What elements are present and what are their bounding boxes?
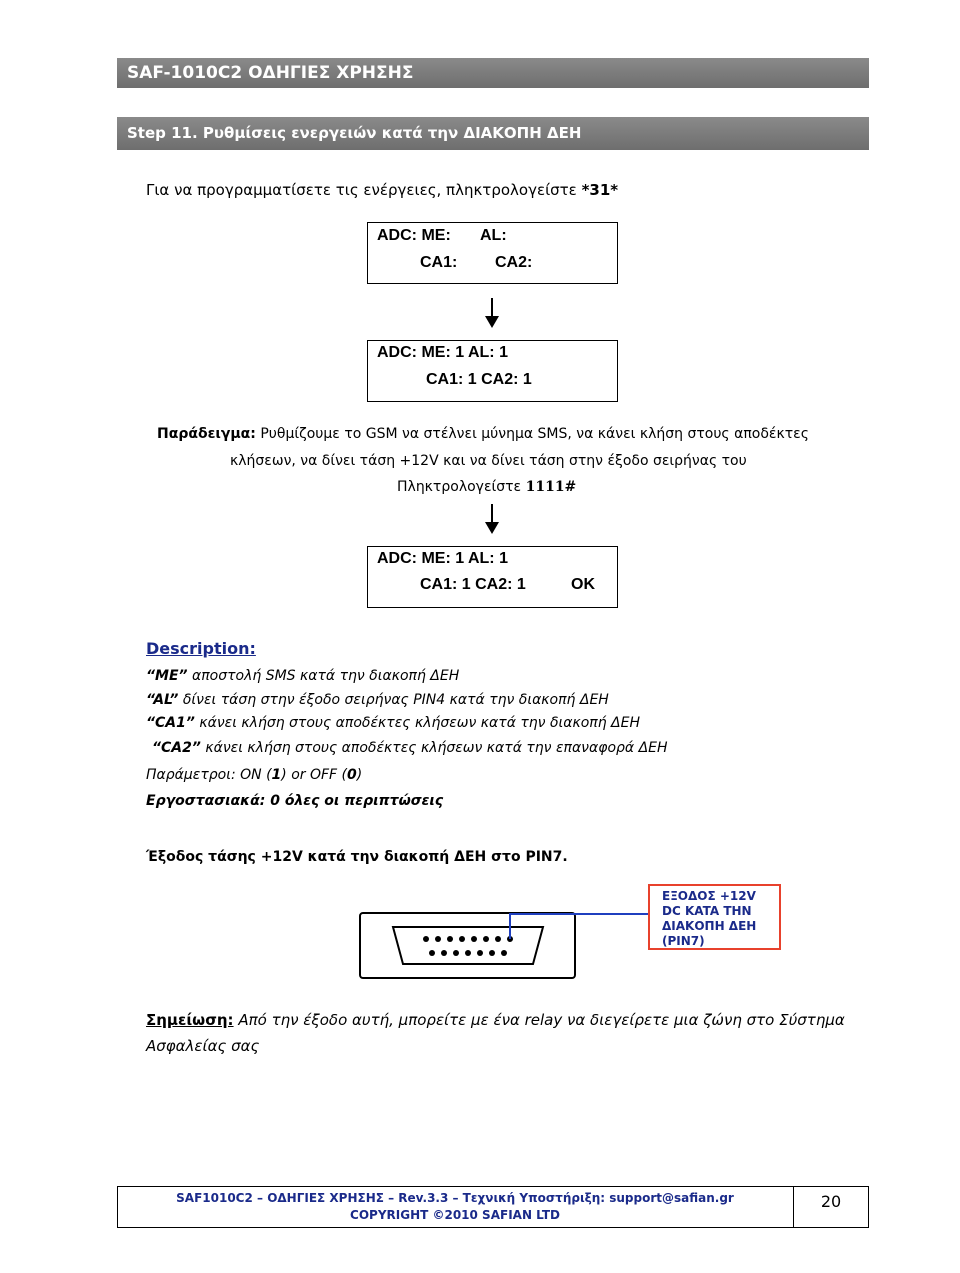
callout-line: ΔΙΑΚΟΠΗ ΔΕΗ [662,919,757,933]
lcd3-line1: ADC: ME: 1 AL: 1 [377,550,508,567]
step-title: Step 11. Ρυθμίσεις ενεργειών κατά την ΔΙΑΚΟΠΗ ΔΕΗ [127,124,582,142]
description-item-al [146,692,609,708]
lcd1-ca2-label: CA2: [495,254,533,271]
footer-line-1: SAF1010C2 – ΟΔΗΓΙΕΣ ΧΡΗΣΗΣ – Rev.3.3 – Τεχνική Υποστήριξη: support@safian.gr [176,1191,734,1205]
arrow-down-icon [485,316,499,328]
step-title-bar [117,117,869,150]
output-heading: Έξοδος τάσης +12V κατά την διακοπή ΔΕΗ στο PIN7. [146,849,568,865]
lcd1-al-label: AL: [480,227,507,244]
connector-face [393,927,543,964]
intro-code: *31* [581,181,619,199]
description-text: κάνει κλήση στους αποδέκτες κλήσεων κατά την διακοπή ΔΕΗ [199,715,640,731]
description-item-ca2 [152,740,668,756]
example-line-3 [397,479,576,495]
note-line-1 [146,1011,845,1029]
lcd-display-confirmed [367,546,618,608]
lcd3-line2: CA1: 1 CA2: 1 [420,576,526,593]
callout-line: (PIN7) [662,934,705,948]
arrow-down-icon [485,522,499,534]
description-code: “CA2” [152,740,201,756]
description-item-ca1 [146,715,640,731]
lcd1-ca1-label: CA1: [420,254,458,271]
intro-line [146,181,618,199]
footer-line-2: COPYRIGHT ©2010 SAFIAN LTD [350,1208,560,1222]
description-heading: Description: [146,639,256,658]
description-item-me [146,668,459,684]
document-title: SAF-1010C2 ΟΔΗΓΙΕΣ ΧΡΗΣΗΣ [127,63,414,83]
page-number: 20 [820,1192,842,1211]
lcd3-ok: OK [571,576,595,593]
lcd2-line2: CA1: 1 CA2: 1 [426,371,532,388]
example-label: Παράδειγμα: [157,426,256,442]
lcd-display-set [367,340,618,402]
lcd-display-empty [367,222,618,284]
db15-connector-diagram [355,880,815,980]
description-text: δίνει τάση στην έξοδο σειρήνας PIN4 κατά την διακοπή ΔΕΗ [182,692,609,708]
parameters-line: Παράμετροι: ON (1) or OFF (0) [146,767,363,783]
callout-line: DC KATA THN [662,904,752,918]
note-text-1: Από την έξοδο αυτή, μπορείτε με ένα relay να διεγείρετε μια ζώνη στο Σύστημα [238,1011,845,1029]
description-code: “AL” [146,692,179,708]
example-text-3: Πληκτρολογείστε [397,479,522,495]
description-text: κάνει κλήση στους αποδέκτες κλήσεων κατά την επαναφορά ΔΕΗ [205,740,668,756]
example-code: 1111# [525,479,577,495]
description-text: αποστολή SMS κατά την διακοπή ΔΕΗ [192,668,460,684]
lcd1-me-label: ADC: ME: [377,227,451,244]
arrow-shaft [491,298,493,318]
example-line-1 [157,426,809,442]
description-code: “CA1” [146,715,195,731]
arrow-shaft [491,504,493,524]
lcd2-line1: ADC: ME: 1 AL: 1 [377,344,508,361]
intro-text: Για να προγραμματίσετε τις ενέργειες, πληκτρολογείστε [146,181,577,199]
example-text-1: Ρυθμίζουμε το GSM να στέλνει μύνημα SMS, να κάνει κλήση στους αποδέκτες [260,426,809,442]
example-text-2: κλήσεων, να δίνει τάση +12V και να δίνει τάση στην έξοδο σειρήνας του [230,453,747,469]
factory-default-line: Εργοστασιακά: 0 όλες οι περιπτώσεις [146,793,444,809]
example-line-2 [230,453,747,469]
description-code: “ME” [146,668,188,684]
callout-line: ΕΞΟΔΟΣ +12V [662,889,756,903]
document-header-bar [117,58,869,88]
note-label: Σημείωση: [146,1011,234,1029]
note-line-2: Ασφαλείας σας [146,1037,260,1055]
